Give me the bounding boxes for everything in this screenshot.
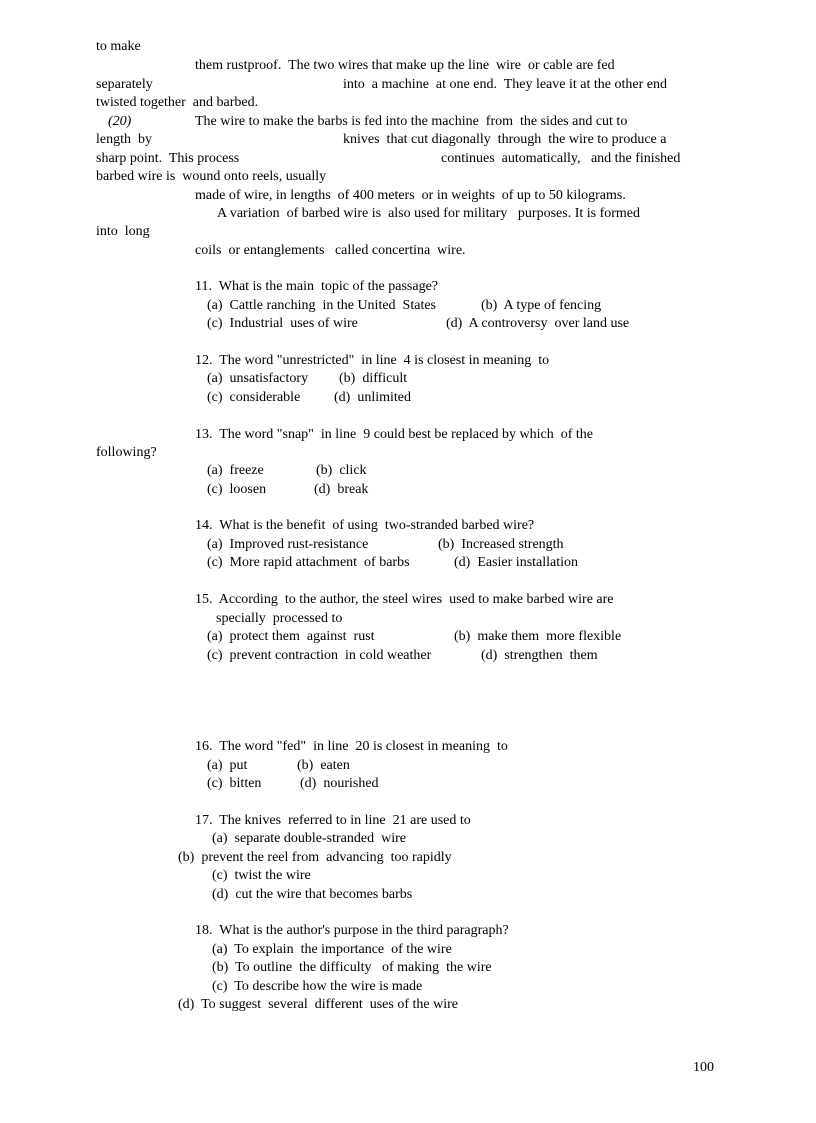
answer-option-b: (b) make them more flexible [454,629,622,644]
question-stem: 15. According to the author, the steel wires used to make barbed wire are [195,592,614,607]
answer-option-a: (a) Cattle ranching in the United States [207,298,436,313]
question-stem-continued: specially processed to [216,611,343,626]
passage-line: twisted together and barbed. [96,95,259,110]
passage-line: into a machine at one end. They leave it at the other end [343,77,667,92]
answer-option-d: (d) strengthen them [481,648,598,663]
passage-line: sharp point. This process [96,151,240,166]
answer-option-d: (d) To suggest several different uses of the wire [178,997,458,1012]
question-stem-continued: following? [96,445,157,460]
answer-option-b: (b) To outline the difficulty of making the wire [212,960,492,975]
answer-option-a: (a) put [207,758,248,773]
answer-option-c: (c) More rapid attachment of barbs [207,555,410,570]
answer-option-a: (a) To explain the importance of the wire [212,942,452,957]
passage-line: made of wire, in lengths of 400 meters or in weights of up to 50 kilograms. [195,188,626,203]
answer-option-d: (d) A controversy over land use [446,316,630,331]
answer-option-d: (d) cut the wire that becomes barbs [212,887,413,902]
answer-option-b: (b) click [316,463,367,478]
answer-option-c: (c) prevent contraction in cold weather [207,648,432,663]
answer-option-a: (a) freeze [207,463,264,478]
answer-option-a: (a) Improved rust-resistance [207,537,369,552]
answer-option-a: (a) separate double-stranded wire [212,831,406,846]
passage-line: barbed wire is wound onto reels, usually [96,169,327,184]
answer-option-c: (c) bitten [207,776,262,791]
answer-option-b: (b) prevent the reel from advancing too rapidly [178,850,452,865]
answer-option-b: (b) A type of fencing [481,298,602,313]
question-stem: 18. What is the author's purpose in the third paragraph? [195,923,509,938]
question-stem: 12. The word "unrestricted" in line 4 is closest in meaning to [195,353,550,368]
answer-option-c: (c) To describe how the wire is made [212,979,423,994]
answer-option-c: (c) loosen [207,482,267,497]
passage-line: continues automatically, and the finished [441,151,681,166]
answer-option-c: (c) Industrial uses of wire [207,316,358,331]
question-stem: 16. The word "fed" in line 20 is closest in meaning to [195,739,508,754]
answer-option-b: (b) eaten [297,758,350,773]
answer-option-d: (d) unlimited [334,390,411,405]
answer-option-a: (a) protect them against rust [207,629,375,644]
passage-line: into long [96,224,150,239]
answer-option-c: (c) considerable [207,390,301,405]
answer-option-a: (a) unsatisfactory [207,371,309,386]
answer-option-d: (d) Easier installation [454,555,579,570]
passage-line: separately [96,77,153,92]
answer-option-b: (b) Increased strength [438,537,564,552]
answer-option-b: (b) difficult [339,371,408,386]
passage-line: them rustproof. The two wires that make up the line wire or cable are fed [195,58,615,73]
question-stem: 11. What is the main topic of the passage? [195,279,438,294]
passage-line: The wire to make the barbs is fed into the machine from the sides and cut to [195,114,628,129]
answer-option-c: (c) twist the wire [212,868,311,883]
passage-line: A variation of barbed wire is also used for military purposes. It is formed [217,206,641,221]
line-number-marker: (20) [108,114,132,129]
passage-line: coils or entanglements called concertina wire. [195,243,466,258]
answer-option-d: (d) break [314,482,369,497]
answer-option-d: (d) nourished [300,776,379,791]
page-number: 100 [693,1060,714,1075]
passage-line: length by [96,132,152,147]
question-stem: 13. The word "snap" in line 9 could best be replaced by which of the [195,427,594,442]
passage-line: to make [96,39,141,54]
question-stem: 17. The knives referred to in line 21 are used to [195,813,471,828]
question-stem: 14. What is the benefit of using two-stranded barbed wire? [195,518,535,533]
passage-line: knives that cut diagonally through the wire to produce a [343,132,667,147]
